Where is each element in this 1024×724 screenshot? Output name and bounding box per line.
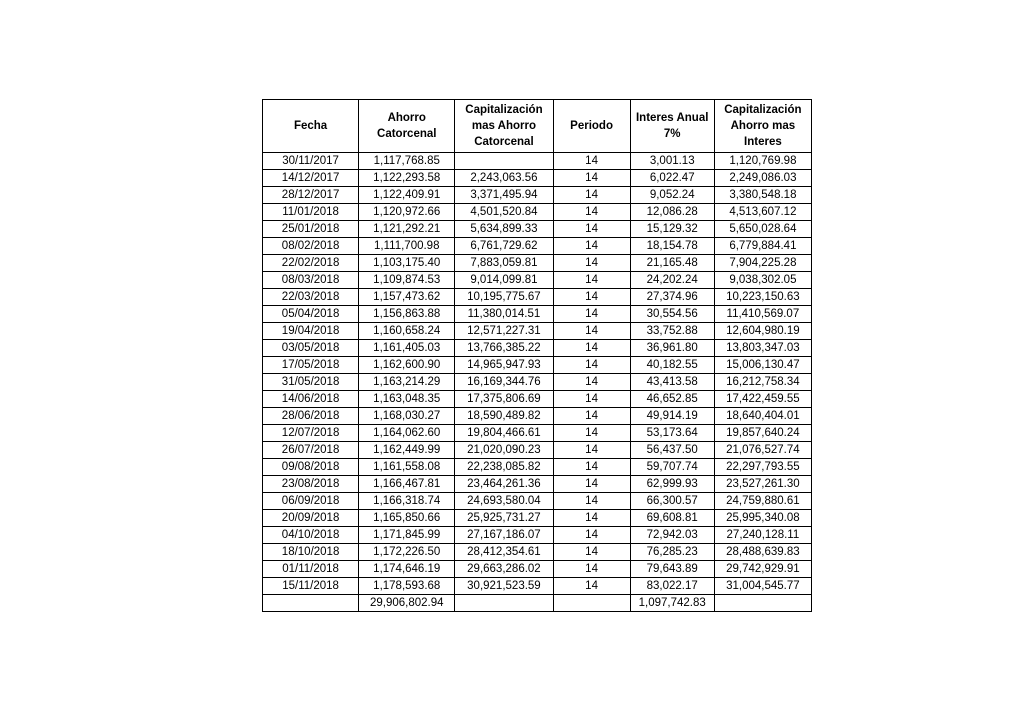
interes-cell: 36,961.80 — [630, 340, 714, 357]
fecha-cell: 22/02/2018 — [263, 255, 359, 272]
periodo-cell: 14 — [553, 442, 630, 459]
table-row — [263, 425, 812, 442]
periodo-cell: 14 — [553, 459, 630, 476]
table-row — [263, 493, 812, 510]
fecha-cell: 05/04/2018 — [263, 306, 359, 323]
interes-cell: 72,942.03 — [630, 527, 714, 544]
interes-cell: 46,652.85 — [630, 391, 714, 408]
capitalizacion-interes-cell: 31,004,545.77 — [714, 578, 811, 595]
capitalizacion-interes-cell: 7,904,225.28 — [714, 255, 811, 272]
fecha-cell: 08/03/2018 — [263, 272, 359, 289]
ahorro-cell: 1,168,030.27 — [359, 408, 455, 425]
ahorro-cell: 1,103,175.40 — [359, 255, 455, 272]
capitalizacion-ahorro-cell: 27,167,186.07 — [455, 527, 553, 544]
ahorro-cell: 1,111,700.98 — [359, 238, 455, 255]
capitalizacion-ahorro-cell: 14,965,947.93 — [455, 357, 553, 374]
table-row — [263, 340, 812, 357]
table-row — [263, 153, 812, 170]
fecha-cell: 28/06/2018 — [263, 408, 359, 425]
interes-cell: 43,413.58 — [630, 374, 714, 391]
fecha-cell: 11/01/2018 — [263, 204, 359, 221]
table-row — [263, 459, 812, 476]
total-fecha-cell — [263, 595, 359, 612]
table-row — [263, 306, 812, 323]
capitalizacion-ahorro-cell: 23,464,261.36 — [455, 476, 553, 493]
interes-cell: 9,052.24 — [630, 187, 714, 204]
table-row — [263, 391, 812, 408]
capitalizacion-ahorro-cell: 13,766,385.22 — [455, 340, 553, 357]
totals-row — [263, 595, 812, 612]
capitalizacion-ahorro-cell: 4,501,520.84 — [455, 204, 553, 221]
periodo-cell: 14 — [553, 357, 630, 374]
table-row — [263, 255, 812, 272]
fecha-cell: 03/05/2018 — [263, 340, 359, 357]
table-row — [263, 323, 812, 340]
fecha-cell: 17/05/2018 — [263, 357, 359, 374]
table-body — [263, 153, 812, 612]
periodo-cell: 14 — [553, 272, 630, 289]
capitalizacion-interes-cell: 10,223,150.63 — [714, 289, 811, 306]
capitalizacion-interes-cell: 12,604,980.19 — [714, 323, 811, 340]
periodo-cell: 14 — [553, 561, 630, 578]
capitalizacion-interes-cell: 13,803,347.03 — [714, 340, 811, 357]
interes-cell: 69,608.81 — [630, 510, 714, 527]
table-row — [263, 170, 812, 187]
interes-cell: 56,437.50 — [630, 442, 714, 459]
ahorro-cell: 1,172,226.50 — [359, 544, 455, 561]
interes-cell: 66,300.57 — [630, 493, 714, 510]
interes-cell: 27,374.96 — [630, 289, 714, 306]
table-row — [263, 221, 812, 238]
fecha-cell: 20/09/2018 — [263, 510, 359, 527]
periodo-cell: 14 — [553, 221, 630, 238]
periodo-cell: 14 — [553, 340, 630, 357]
capitalizacion-ahorro-cell: 22,238,085.82 — [455, 459, 553, 476]
table-row — [263, 187, 812, 204]
periodo-cell: 14 — [553, 578, 630, 595]
capitalizacion-ahorro-cell: 5,634,899.33 — [455, 221, 553, 238]
ahorro-cell: 1,156,863.88 — [359, 306, 455, 323]
ahorro-cell: 1,171,845.99 — [359, 527, 455, 544]
interes-cell: 12,086.28 — [630, 204, 714, 221]
fecha-cell: 12/07/2018 — [263, 425, 359, 442]
total-capitalizacion-ahorro-cell — [455, 595, 553, 612]
fecha-cell: 23/08/2018 — [263, 476, 359, 493]
periodo-cell: 14 — [553, 493, 630, 510]
ahorro-cell: 1,174,646.19 — [359, 561, 455, 578]
capitalizacion-interes-cell: 9,038,302.05 — [714, 272, 811, 289]
ahorro-cell: 1,109,874.53 — [359, 272, 455, 289]
fecha-cell: 30/11/2017 — [263, 153, 359, 170]
ahorro-cell: 1,161,558.08 — [359, 459, 455, 476]
header-fecha: Fecha — [263, 100, 359, 153]
interes-cell: 15,129.32 — [630, 221, 714, 238]
ahorro-cell: 1,165,850.66 — [359, 510, 455, 527]
capitalizacion-ahorro-cell: 9,014,099.81 — [455, 272, 553, 289]
ahorro-cell: 1,166,467.81 — [359, 476, 455, 493]
periodo-cell: 14 — [553, 323, 630, 340]
capitalizacion-ahorro-cell: 29,663,286.02 — [455, 561, 553, 578]
ahorro-cell: 1,161,405.03 — [359, 340, 455, 357]
capitalizacion-ahorro-cell: 2,243,063.56 — [455, 170, 553, 187]
capitalizacion-ahorro-cell: 17,375,806.69 — [455, 391, 553, 408]
fecha-cell: 25/01/2018 — [263, 221, 359, 238]
periodo-cell: 14 — [553, 510, 630, 527]
ahorro-cell: 1,163,214.29 — [359, 374, 455, 391]
interes-cell: 33,752.88 — [630, 323, 714, 340]
capitalizacion-interes-cell: 6,779,884.41 — [714, 238, 811, 255]
capitalizacion-ahorro-cell: 30,921,523.59 — [455, 578, 553, 595]
interes-cell: 3,001.13 — [630, 153, 714, 170]
capitalizacion-ahorro-cell: 16,169,344.76 — [455, 374, 553, 391]
ahorro-cell: 1,120,972.66 — [359, 204, 455, 221]
capitalizacion-ahorro-cell: 3,371,495.94 — [455, 187, 553, 204]
table-row — [263, 289, 812, 306]
fecha-cell: 14/06/2018 — [263, 391, 359, 408]
periodo-cell: 14 — [553, 289, 630, 306]
table-row — [263, 527, 812, 544]
interes-cell: 76,285.23 — [630, 544, 714, 561]
capitalizacion-ahorro-cell: 11,380,014.51 — [455, 306, 553, 323]
fecha-cell: 04/10/2018 — [263, 527, 359, 544]
periodo-cell: 14 — [553, 238, 630, 255]
ahorro-cell: 1,164,062.60 — [359, 425, 455, 442]
capitalizacion-interes-cell: 15,006,130.47 — [714, 357, 811, 374]
ahorro-cell: 1,157,473.62 — [359, 289, 455, 306]
ahorro-cell: 1,122,293.58 — [359, 170, 455, 187]
fecha-cell: 06/09/2018 — [263, 493, 359, 510]
fecha-cell: 19/04/2018 — [263, 323, 359, 340]
capitalizacion-ahorro-cell — [455, 153, 553, 170]
fecha-cell: 14/12/2017 — [263, 170, 359, 187]
total-capitalizacion-interes-cell — [714, 595, 811, 612]
savings-table — [262, 99, 812, 612]
capitalizacion-interes-cell: 19,857,640.24 — [714, 425, 811, 442]
table-row — [263, 374, 812, 391]
interes-cell: 18,154.78 — [630, 238, 714, 255]
capitalizacion-interes-cell: 11,410,569.07 — [714, 306, 811, 323]
periodo-cell: 14 — [553, 544, 630, 561]
periodo-cell: 14 — [553, 187, 630, 204]
fecha-cell: 28/12/2017 — [263, 187, 359, 204]
interes-cell: 59,707.74 — [630, 459, 714, 476]
capitalizacion-ahorro-cell: 21,020,090.23 — [455, 442, 553, 459]
capitalizacion-interes-cell: 22,297,793.55 — [714, 459, 811, 476]
table-row — [263, 357, 812, 374]
capitalizacion-interes-cell: 2,249,086.03 — [714, 170, 811, 187]
header-capitalizacion-ahorro: Capitalización mas Ahorro Catorcenal — [455, 100, 553, 153]
capitalizacion-ahorro-cell: 12,571,227.31 — [455, 323, 553, 340]
interes-cell: 53,173.64 — [630, 425, 714, 442]
periodo-cell: 14 — [553, 153, 630, 170]
capitalizacion-interes-cell: 27,240,128.11 — [714, 527, 811, 544]
capitalizacion-interes-cell: 25,995,340.08 — [714, 510, 811, 527]
fecha-cell: 08/02/2018 — [263, 238, 359, 255]
capitalizacion-ahorro-cell: 19,804,466.61 — [455, 425, 553, 442]
ahorro-cell: 1,122,409.91 — [359, 187, 455, 204]
header-interes-anual: Interes Anual 7% — [630, 100, 714, 153]
capitalizacion-interes-cell: 21,076,527.74 — [714, 442, 811, 459]
capitalizacion-interes-cell: 16,212,758.34 — [714, 374, 811, 391]
periodo-cell: 14 — [553, 527, 630, 544]
table-row — [263, 272, 812, 289]
periodo-cell: 14 — [553, 408, 630, 425]
capitalizacion-interes-cell: 24,759,880.61 — [714, 493, 811, 510]
capitalizacion-interes-cell: 23,527,261.30 — [714, 476, 811, 493]
periodo-cell: 14 — [553, 476, 630, 493]
periodo-cell: 14 — [553, 306, 630, 323]
table-row — [263, 408, 812, 425]
interes-cell: 49,914.19 — [630, 408, 714, 425]
periodo-cell: 14 — [553, 425, 630, 442]
interes-cell: 79,643.89 — [630, 561, 714, 578]
interes-cell: 62,999.93 — [630, 476, 714, 493]
header-ahorro-catorcenal: Ahorro Catorcenal — [359, 100, 455, 153]
periodo-cell: 14 — [553, 255, 630, 272]
capitalizacion-ahorro-cell: 18,590,489.82 — [455, 408, 553, 425]
capitalizacion-ahorro-cell: 25,925,731.27 — [455, 510, 553, 527]
ahorro-cell: 1,121,292.21 — [359, 221, 455, 238]
fecha-cell: 01/11/2018 — [263, 561, 359, 578]
capitalizacion-interes-cell: 5,650,028.64 — [714, 221, 811, 238]
header-periodo: Periodo — [553, 100, 630, 153]
interes-cell: 30,554.56 — [630, 306, 714, 323]
fecha-cell: 09/08/2018 — [263, 459, 359, 476]
capitalizacion-ahorro-cell: 7,883,059.81 — [455, 255, 553, 272]
ahorro-cell: 1,162,600.90 — [359, 357, 455, 374]
table-row — [263, 578, 812, 595]
capitalizacion-ahorro-cell: 24,693,580.04 — [455, 493, 553, 510]
capitalizacion-ahorro-cell: 10,195,775.67 — [455, 289, 553, 306]
periodo-cell: 14 — [553, 391, 630, 408]
ahorro-cell: 1,166,318.74 — [359, 493, 455, 510]
ahorro-cell: 1,163,048.35 — [359, 391, 455, 408]
fecha-cell: 26/07/2018 — [263, 442, 359, 459]
table-row — [263, 510, 812, 527]
total-ahorro-cell: 29,906,802.94 — [359, 595, 455, 612]
total-interes-cell: 1,097,742.83 — [630, 595, 714, 612]
capitalizacion-ahorro-cell: 28,412,354.61 — [455, 544, 553, 561]
table-row — [263, 561, 812, 578]
capitalizacion-interes-cell: 18,640,404.01 — [714, 408, 811, 425]
capitalizacion-interes-cell: 28,488,639.83 — [714, 544, 811, 561]
ahorro-cell: 1,178,593.68 — [359, 578, 455, 595]
capitalizacion-ahorro-cell: 6,761,729.62 — [455, 238, 553, 255]
total-periodo-cell — [553, 595, 630, 612]
table-row — [263, 238, 812, 255]
header-row — [263, 100, 812, 153]
ahorro-cell: 1,160,658.24 — [359, 323, 455, 340]
capitalizacion-interes-cell: 1,120,769.98 — [714, 153, 811, 170]
capitalizacion-interes-cell: 29,742,929.91 — [714, 561, 811, 578]
table-row — [263, 476, 812, 493]
fecha-cell: 31/05/2018 — [263, 374, 359, 391]
table-row — [263, 544, 812, 561]
interes-cell: 24,202.24 — [630, 272, 714, 289]
fecha-cell: 15/11/2018 — [263, 578, 359, 595]
interes-cell: 6,022.47 — [630, 170, 714, 187]
interes-cell: 40,182.55 — [630, 357, 714, 374]
periodo-cell: 14 — [553, 204, 630, 221]
interes-cell: 83,022.17 — [630, 578, 714, 595]
interes-cell: 21,165.48 — [630, 255, 714, 272]
ahorro-cell: 1,117,768.85 — [359, 153, 455, 170]
capitalizacion-interes-cell: 4,513,607.12 — [714, 204, 811, 221]
fecha-cell: 22/03/2018 — [263, 289, 359, 306]
ahorro-cell: 1,162,449.99 — [359, 442, 455, 459]
periodo-cell: 14 — [553, 374, 630, 391]
table-row — [263, 204, 812, 221]
capitalizacion-interes-cell: 3,380,548.18 — [714, 187, 811, 204]
periodo-cell: 14 — [553, 170, 630, 187]
table-row — [263, 442, 812, 459]
fecha-cell: 18/10/2018 — [263, 544, 359, 561]
header-capitalizacion-interes: Capitalización Ahorro mas Interes — [714, 100, 811, 153]
capitalizacion-interes-cell: 17,422,459.55 — [714, 391, 811, 408]
